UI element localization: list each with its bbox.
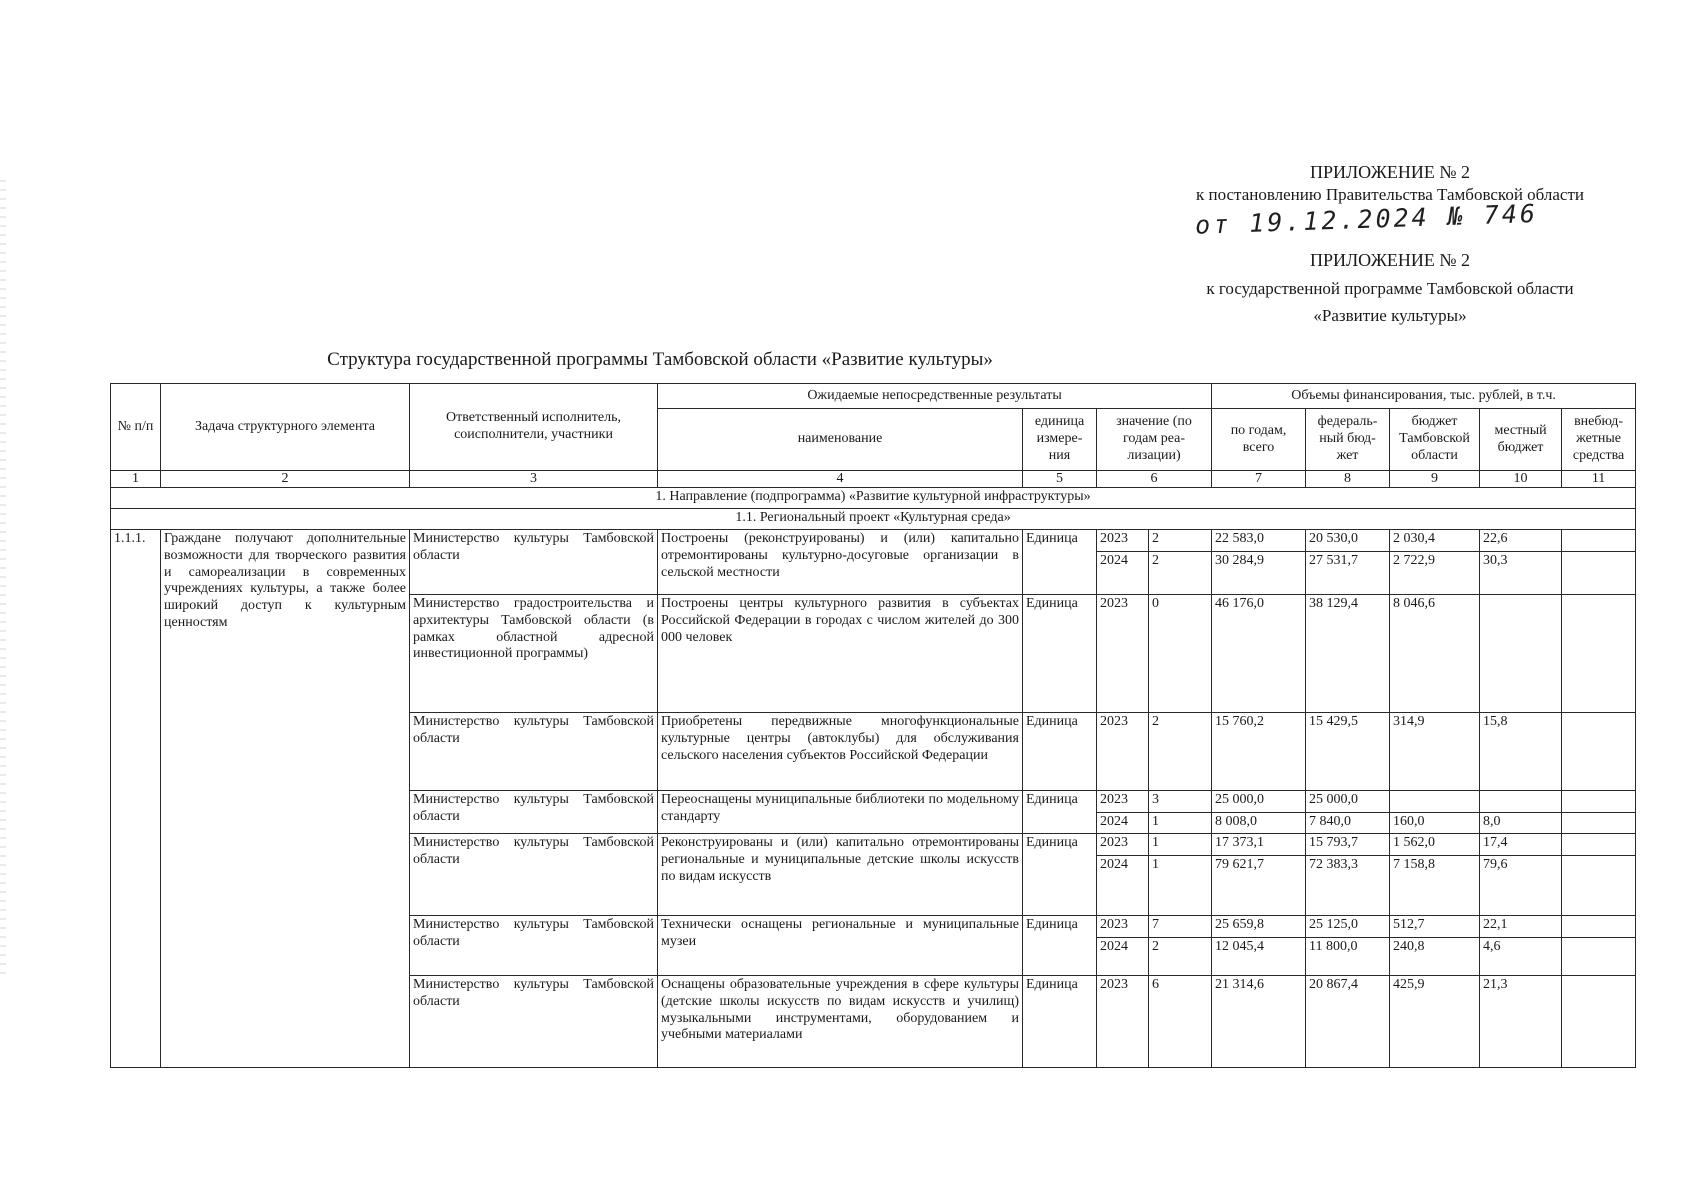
header-result-name: наименование (658, 409, 1023, 471)
result-name: Приобретены передвижные многофункциональные культурные центры (автоклубы) для обслуживания сельского населения субъектов Российской Федерации (658, 713, 1023, 791)
finance-total: 17 373,1 (1212, 834, 1306, 856)
finance-total: 15 760,2 (1212, 713, 1306, 791)
finance-regional: 512,7 (1390, 916, 1480, 938)
result-year: 2024 (1097, 856, 1149, 916)
finance-federal: 38 129,4 (1306, 595, 1390, 713)
scan-edge-artifact (0, 180, 6, 980)
result-executor: Министерство культуры Тамбовской области (410, 530, 658, 595)
finance-federal: 7 840,0 (1306, 813, 1390, 834)
result-name: Переоснащены муниципальные библиотеки по модельному стандарту (658, 791, 1023, 834)
finance-regional: 160,0 (1390, 813, 1480, 834)
finance-regional: 1 562,0 (1390, 834, 1480, 856)
header-task: Задача структурного элемента (161, 384, 410, 471)
finance-extra (1562, 813, 1636, 834)
finance-federal: 25 000,0 (1306, 791, 1390, 813)
appendix-program-title: ПРИЛОЖЕНИЕ № 2 (1309, 250, 1471, 270)
header-extra: внебюд-жетные средства (1562, 409, 1636, 471)
result-executor: Министерство культуры Тамбовской области (410, 834, 658, 916)
result-value: 3 (1149, 791, 1212, 813)
finance-federal: 15 793,7 (1306, 834, 1390, 856)
finance-federal: 11 800,0 (1306, 938, 1390, 976)
appendix-program-line2: «Развитие культуры» (1313, 306, 1467, 326)
header-results-group: Ожидаемые непосредственные результаты (658, 384, 1212, 409)
result-unit: Единица (1023, 530, 1097, 595)
result-value: 6 (1149, 976, 1212, 1068)
finance-extra (1562, 938, 1636, 976)
finance-federal: 72 383,3 (1306, 856, 1390, 916)
finance-extra (1562, 791, 1636, 813)
column-number: 2 (161, 471, 410, 488)
column-number: 5 (1023, 471, 1097, 488)
finance-local: 22,1 (1480, 916, 1562, 938)
result-executor: Министерство градостроительства и архитектуры Тамбовской области (в рамках областной адресной инвестиционной программы) (410, 595, 658, 713)
finance-total: 79 621,7 (1212, 856, 1306, 916)
finance-regional: 425,9 (1390, 976, 1480, 1068)
section-row (111, 488, 1636, 509)
result-name: Оснащены образовательные учреждения в сфере культуры (детские школы искусств по видам искусств и училищ) музыкальными инструментами, оборудованием и учебными материалами (658, 976, 1023, 1068)
finance-regional: 314,9 (1390, 713, 1480, 791)
section-title: 1. Направление (подпрограмма) «Развитие культурной инфраструктуры» (111, 488, 1636, 509)
finance-regional: 7 158,8 (1390, 856, 1480, 916)
result-year: 2023 (1097, 976, 1149, 1068)
result-name: Построены (реконструированы) и (или) капитально отремонтированы культурно-досуговые организации в сельской местности (658, 530, 1023, 595)
finance-regional: 2 030,4 (1390, 530, 1480, 552)
header-local: местный бюджет (1480, 409, 1562, 471)
finance-total: 25 659,8 (1212, 916, 1306, 938)
project-title: 1.1. Региональный проект «Культурная среда» (111, 509, 1636, 530)
header-regional: бюджет Тамбовской области (1390, 409, 1480, 471)
column-number: 10 (1480, 471, 1562, 488)
finance-total: 21 314,6 (1212, 976, 1306, 1068)
result-value: 1 (1149, 834, 1212, 856)
result-unit: Единица (1023, 595, 1097, 713)
header-value: значение (по годам реа-лизации) (1097, 409, 1212, 471)
appendix-program-line1: к государственной программе Тамбовской области (1206, 279, 1574, 299)
finance-federal: 25 125,0 (1306, 916, 1390, 938)
finance-extra (1562, 552, 1636, 595)
task-text: Граждане получают дополнительные возможности для творческого развития и самореализации в современных учреждениях культуры, а также более широкий доступ к культурным ценностям (161, 530, 410, 1068)
project-row (111, 509, 1636, 530)
task-number: 1.1.1. (111, 530, 161, 1068)
finance-local: 30,3 (1480, 552, 1562, 595)
finance-regional: 2 722,9 (1390, 552, 1480, 595)
appendix-decree-line: к постановлению Правительства Тамбовской области (1195, 185, 1585, 205)
column-number: 4 (658, 471, 1023, 488)
finance-extra (1562, 856, 1636, 916)
result-executor: Министерство культуры Тамбовской области (410, 976, 658, 1068)
finance-local: 15,8 (1480, 713, 1562, 791)
finance-regional (1390, 791, 1480, 813)
finance-extra (1562, 595, 1636, 713)
result-executor: Министерство культуры Тамбовской области (410, 791, 658, 834)
column-number: 11 (1562, 471, 1636, 488)
result-value: 1 (1149, 813, 1212, 834)
header-executor: Ответственный исполнитель, соисполнители, участники (410, 384, 658, 471)
document-title: Структура государственной программы Тамбовской области «Развитие культуры» (327, 349, 993, 370)
result-unit: Единица (1023, 916, 1097, 976)
finance-local: 4,6 (1480, 938, 1562, 976)
appendix-decree-title: ПРИЛОЖЕНИЕ № 2 (1309, 162, 1471, 182)
finance-extra (1562, 976, 1636, 1068)
finance-extra (1562, 916, 1636, 938)
finance-local: 8,0 (1480, 813, 1562, 834)
result-value: 7 (1149, 916, 1212, 938)
column-number: 7 (1212, 471, 1306, 488)
finance-regional: 240,8 (1390, 938, 1480, 976)
result-year: 2023 (1097, 791, 1149, 813)
finance-local: 21,3 (1480, 976, 1562, 1068)
column-number: 1 (111, 471, 161, 488)
result-year: 2023 (1097, 834, 1149, 856)
finance-local: 17,4 (1480, 834, 1562, 856)
result-unit: Единица (1023, 791, 1097, 834)
finance-local: 79,6 (1480, 856, 1562, 916)
finance-federal: 20 530,0 (1306, 530, 1390, 552)
result-unit: Единица (1023, 976, 1097, 1068)
header-unit: единица измере-ния (1023, 409, 1097, 471)
finance-total: 8 008,0 (1212, 813, 1306, 834)
header-financing-group: Объемы финансирования, тыс. рублей, в т.ч. (1212, 384, 1636, 409)
table-header-row (111, 384, 1636, 409)
finance-extra (1562, 530, 1636, 552)
table-row (111, 530, 1636, 552)
result-value: 1 (1149, 856, 1212, 916)
result-name: Построены центры культурного развития в субъектах Российской Федерации в городах с числом жителей до 300 000 человек (658, 595, 1023, 713)
header-total: по годам, всего (1212, 409, 1306, 471)
finance-total: 22 583,0 (1212, 530, 1306, 552)
result-year: 2024 (1097, 813, 1149, 834)
result-value: 2 (1149, 530, 1212, 552)
finance-regional: 8 046,6 (1390, 595, 1480, 713)
handwritten-date-number: от 19.12.2024 № 746 (1194, 198, 1539, 240)
column-number: 8 (1306, 471, 1390, 488)
finance-federal: 27 531,7 (1306, 552, 1390, 595)
result-unit: Единица (1023, 713, 1097, 791)
column-number: 6 (1097, 471, 1212, 488)
finance-local (1480, 595, 1562, 713)
finance-federal: 15 429,5 (1306, 713, 1390, 791)
result-year: 2023 (1097, 530, 1149, 552)
finance-extra (1562, 713, 1636, 791)
finance-total: 30 284,9 (1212, 552, 1306, 595)
program-structure-table (110, 383, 1636, 1068)
finance-total: 25 000,0 (1212, 791, 1306, 813)
result-name: Технически оснащены региональные и муниципальные музеи (658, 916, 1023, 976)
finance-total: 46 176,0 (1212, 595, 1306, 713)
result-executor: Министерство культуры Тамбовской области (410, 916, 658, 976)
result-year: 2023 (1097, 713, 1149, 791)
header-num: № п/п (111, 384, 161, 471)
result-value: 0 (1149, 595, 1212, 713)
finance-total: 12 045,4 (1212, 938, 1306, 976)
result-unit: Единица (1023, 834, 1097, 916)
result-value: 2 (1149, 938, 1212, 976)
finance-extra (1562, 834, 1636, 856)
column-number-row (111, 471, 1636, 488)
finance-local (1480, 791, 1562, 813)
header-federal: федераль-ный бюд-жет (1306, 409, 1390, 471)
result-value: 2 (1149, 552, 1212, 595)
result-value: 2 (1149, 713, 1212, 791)
result-name: Реконструированы и (или) капитально отремонтированы региональные и муниципальные детские школы искусств по видам искусств (658, 834, 1023, 916)
column-number: 9 (1390, 471, 1480, 488)
appendix-program-block (1150, 248, 1630, 328)
finance-local: 22,6 (1480, 530, 1562, 552)
result-year: 2024 (1097, 552, 1149, 595)
result-year: 2023 (1097, 916, 1149, 938)
result-year: 2023 (1097, 595, 1149, 713)
result-executor: Министерство культуры Тамбовской области (410, 713, 658, 791)
column-number: 3 (410, 471, 658, 488)
finance-federal: 20 867,4 (1306, 976, 1390, 1068)
result-year: 2024 (1097, 938, 1149, 976)
